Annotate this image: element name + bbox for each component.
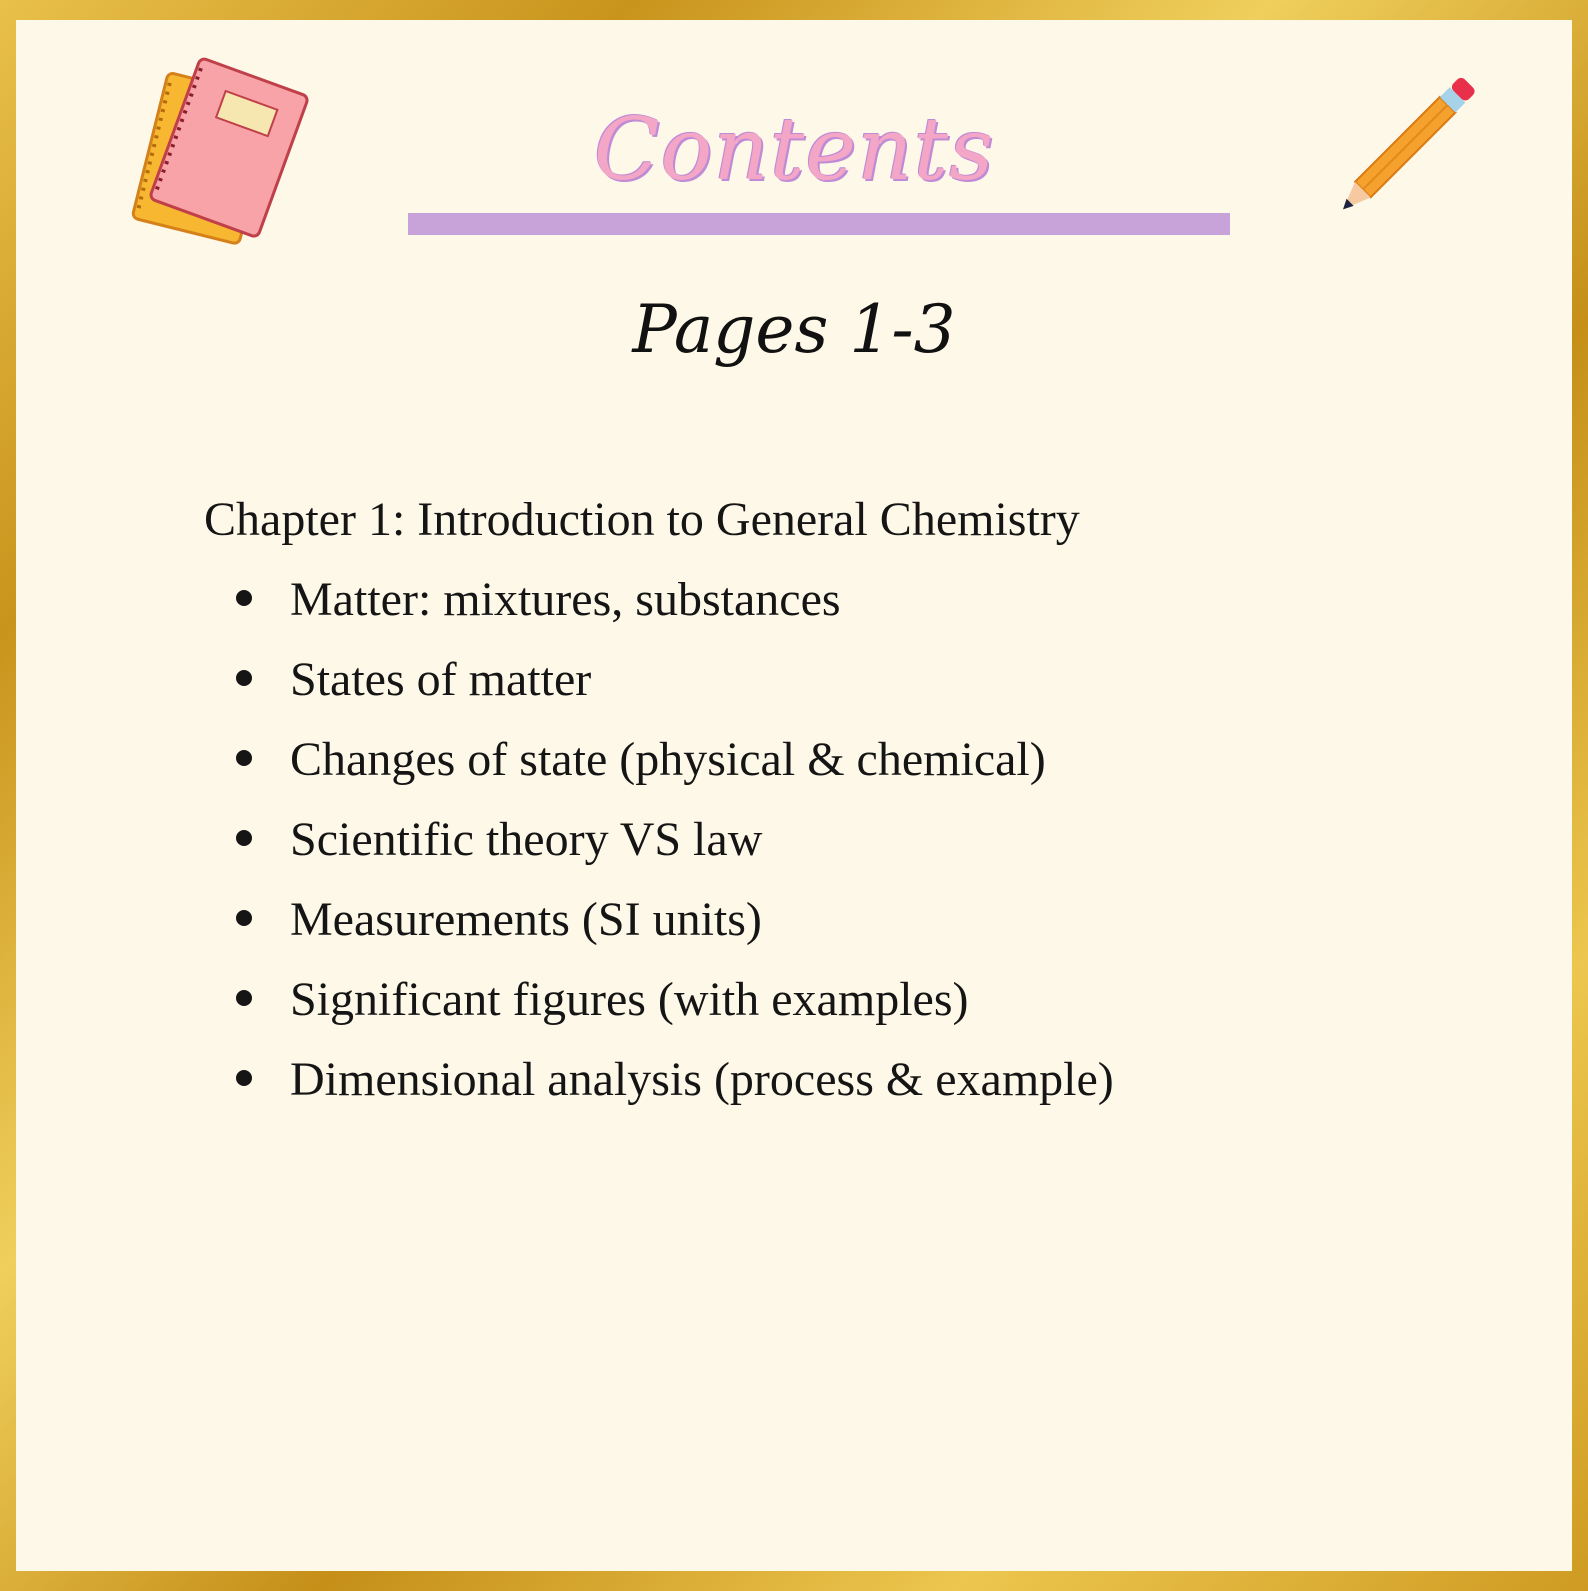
topic-text: States of matter <box>290 653 592 706</box>
bullet <box>236 990 252 1006</box>
topic-text: Dimensional analysis (process & example) <box>290 1053 1114 1106</box>
pages-label: Pages 1-3 <box>632 291 956 368</box>
topic-text: Significant figures (with examples) <box>290 973 969 1026</box>
bullet <box>236 750 252 766</box>
contents-page <box>16 20 1572 1571</box>
title-underline <box>408 213 1230 235</box>
bullet <box>236 590 252 606</box>
topic-text: Scientific theory VS law <box>290 813 763 866</box>
page-title: Contents <box>593 100 995 200</box>
chapter-heading: Chapter 1: Introduction to General Chemistry <box>204 493 1080 546</box>
topic-text: Measurements (SI units) <box>290 893 762 946</box>
bullet <box>236 910 252 926</box>
bullet <box>236 830 252 846</box>
bullet <box>236 1070 252 1086</box>
bullet <box>236 670 252 686</box>
topic-text: Changes of state (physical & chemical) <box>290 733 1046 786</box>
topic-text: Matter: mixtures, substances <box>290 573 841 626</box>
